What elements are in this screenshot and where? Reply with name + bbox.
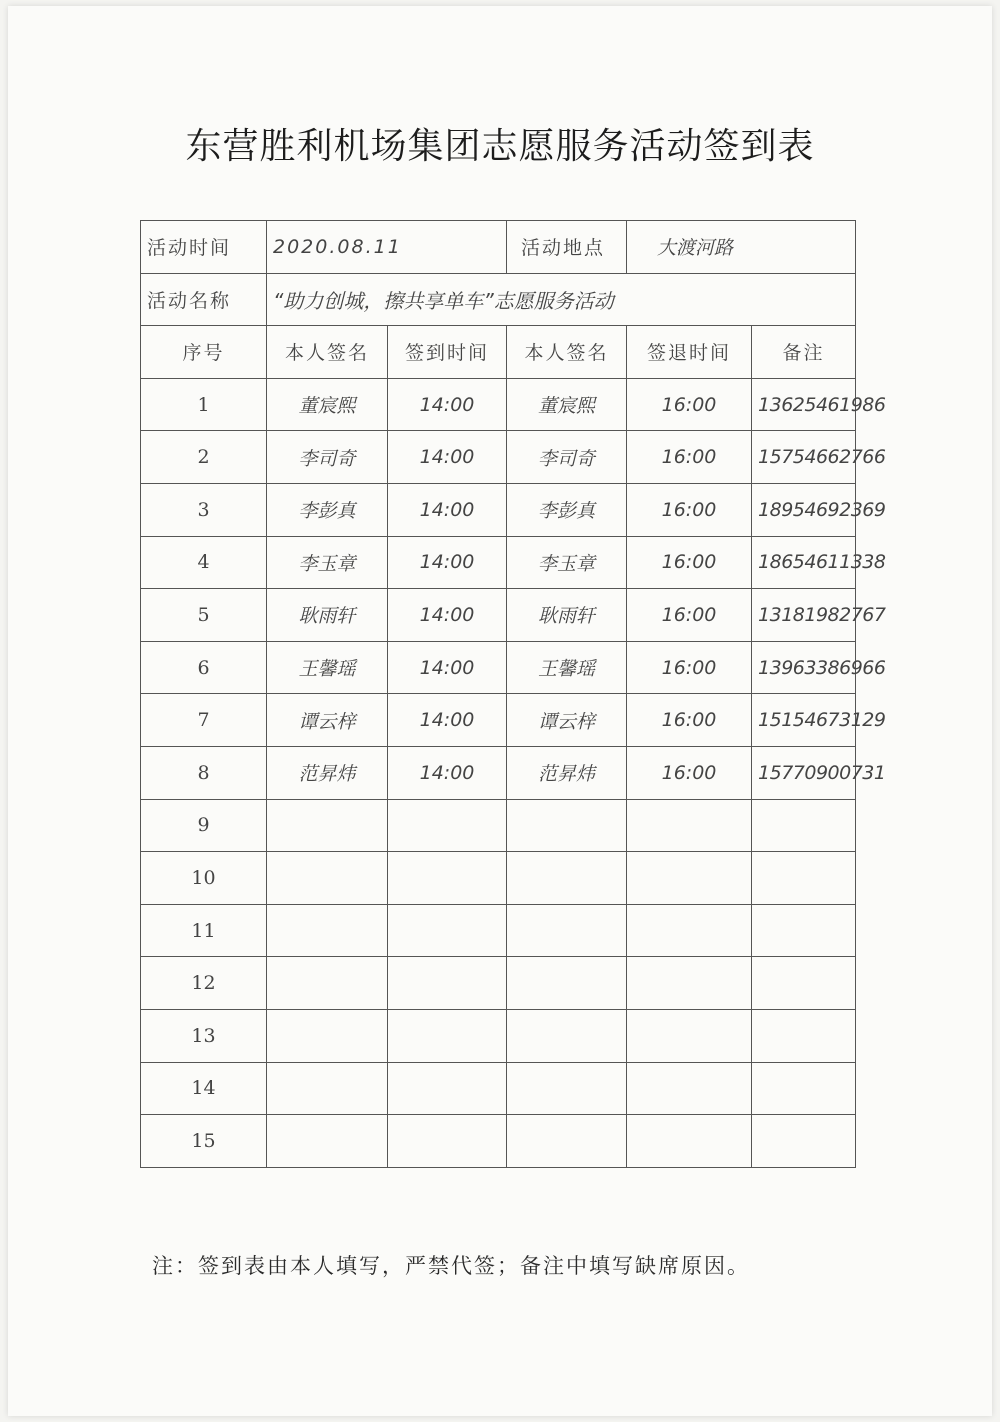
sign-out-time [627,1009,752,1062]
sign-in-time: 14:00 [388,746,507,799]
remark-cell [752,852,856,905]
table-row [141,852,856,905]
activity-name-label: 活动名称 [141,273,267,326]
sign-in-time [388,799,507,852]
row-number: 2 [141,431,267,484]
sign-out-signature [507,799,627,852]
column-header-row [141,326,856,379]
row-number: 6 [141,641,267,694]
sign-in-signature [267,1062,388,1115]
row-number: 7 [141,694,267,747]
sign-in-time: 14:00 [388,483,507,536]
sign-in-signature [267,904,388,957]
sign-in-time [388,904,507,957]
sign-in-signature [267,1115,388,1168]
page-title: 东营胜利机场集团志愿服务活动签到表 [185,126,815,167]
sign-in-signature: 李玉章 [267,536,388,589]
remark-cell [752,1062,856,1115]
table-row [141,1115,856,1168]
sign-in-signature: 范昇炜 [267,746,388,799]
column-header: 签退时间 [627,326,752,379]
sign-out-time [627,904,752,957]
row-number: 14 [141,1062,267,1115]
sign-out-signature: 谭云梓 [507,694,627,747]
sign-out-time [627,1115,752,1168]
sign-in-time: 14:00 [388,641,507,694]
sign-in-signature: 李彭真 [267,483,388,536]
sign-in-time: 14:00 [388,694,507,747]
sign-in-signature: 李司奇 [267,431,388,484]
remark-cell: 15770900731 [752,746,856,799]
remark-cell: 18654611338 [752,536,856,589]
sign-in-time [388,1009,507,1062]
sign-in-time: 14:00 [388,536,507,589]
footnote: 注：签到表由本人填写，严禁代签；备注中填写缺席原因。 [152,1254,750,1278]
sign-in-time [388,957,507,1010]
sign-out-signature: 范昇炜 [507,746,627,799]
row-number: 1 [141,378,267,431]
activity-place-label: 活动地点 [507,221,627,274]
table-row [141,694,856,747]
sign-out-time [627,957,752,1010]
sign-out-time: 16:00 [627,378,752,431]
table-row [141,1062,856,1115]
remark-cell [752,1115,856,1168]
sign-out-signature: 耿雨轩 [507,589,627,642]
sign-out-time [627,799,752,852]
sign-in-signature [267,1009,388,1062]
sign-in-signature: 王馨瑶 [267,641,388,694]
table-row [141,957,856,1010]
sign-out-time: 16:00 [627,536,752,589]
activity-name-value: “助力创城，擦共享单车”志愿服务活动 [267,273,856,326]
row-number: 4 [141,536,267,589]
sign-out-signature: 李彭真 [507,483,627,536]
sign-out-signature [507,957,627,1010]
sign-out-time [627,1062,752,1115]
table-row [141,746,856,799]
table-row [141,799,856,852]
row-number: 15 [141,1115,267,1168]
table-row [141,641,856,694]
activity-time-label: 活动时间 [141,221,267,274]
row-number: 9 [141,799,267,852]
sign-out-signature: 董宸熙 [507,378,627,431]
activity-place-value: 大渡河路 [627,221,856,274]
row-number: 10 [141,852,267,905]
row-number: 12 [141,957,267,1010]
sign-out-time: 16:00 [627,589,752,642]
remark-cell: 15154673129 [752,694,856,747]
column-header: 签到时间 [388,326,507,379]
sign-in-time: 14:00 [388,589,507,642]
sign-in-signature [267,799,388,852]
sign-in-table [140,220,886,1168]
sign-in-time: 14:00 [388,378,507,431]
remark-cell: 18954692369 [752,483,856,536]
remark-cell [752,904,856,957]
remark-cell: 13625461986 [752,378,856,431]
sign-out-signature: 王馨瑶 [507,641,627,694]
table-row [141,904,856,957]
row-number: 11 [141,904,267,957]
column-header: 备注 [752,326,856,379]
sign-in-time [388,852,507,905]
sign-out-time [627,852,752,905]
info-row-time [141,221,856,274]
row-number: 13 [141,1009,267,1062]
remark-cell: 13181982767 [752,589,856,642]
sign-in-signature [267,852,388,905]
remark-cell [752,957,856,1010]
row-number: 3 [141,483,267,536]
sign-out-time: 16:00 [627,431,752,484]
sign-in-time [388,1115,507,1168]
sign-out-signature [507,1115,627,1168]
remark-cell [752,1009,856,1062]
sign-out-signature [507,852,627,905]
remark-cell: 15754662766 [752,431,856,484]
sign-in-signature: 耿雨轩 [267,589,388,642]
sign-out-signature [507,904,627,957]
row-number: 5 [141,589,267,642]
sign-out-signature: 李玉章 [507,536,627,589]
sign-in-time: 14:00 [388,431,507,484]
sign-out-time: 16:00 [627,483,752,536]
remark-cell: 13963386966 [752,641,856,694]
sign-out-signature [507,1009,627,1062]
table-row [141,378,856,431]
table-row [141,483,856,536]
table-row [141,1009,856,1062]
sign-in-signature: 谭云梓 [267,694,388,747]
sign-in-signature: 董宸熙 [267,378,388,431]
sign-out-signature [507,1062,627,1115]
table-row [141,536,856,589]
column-header: 本人签名 [507,326,627,379]
table-row [141,589,856,642]
sign-out-signature: 李司奇 [507,431,627,484]
row-number: 8 [141,746,267,799]
column-header: 本人签名 [267,326,388,379]
sign-out-time: 16:00 [627,641,752,694]
table-row [141,431,856,484]
info-row-name [141,273,856,326]
remark-cell [752,799,856,852]
sign-out-time: 16:00 [627,746,752,799]
column-header: 序号 [141,326,267,379]
sign-in-signature [267,957,388,1010]
sign-out-time: 16:00 [627,694,752,747]
sign-in-time [388,1062,507,1115]
activity-time-value: 2020.08.11 [267,221,507,274]
